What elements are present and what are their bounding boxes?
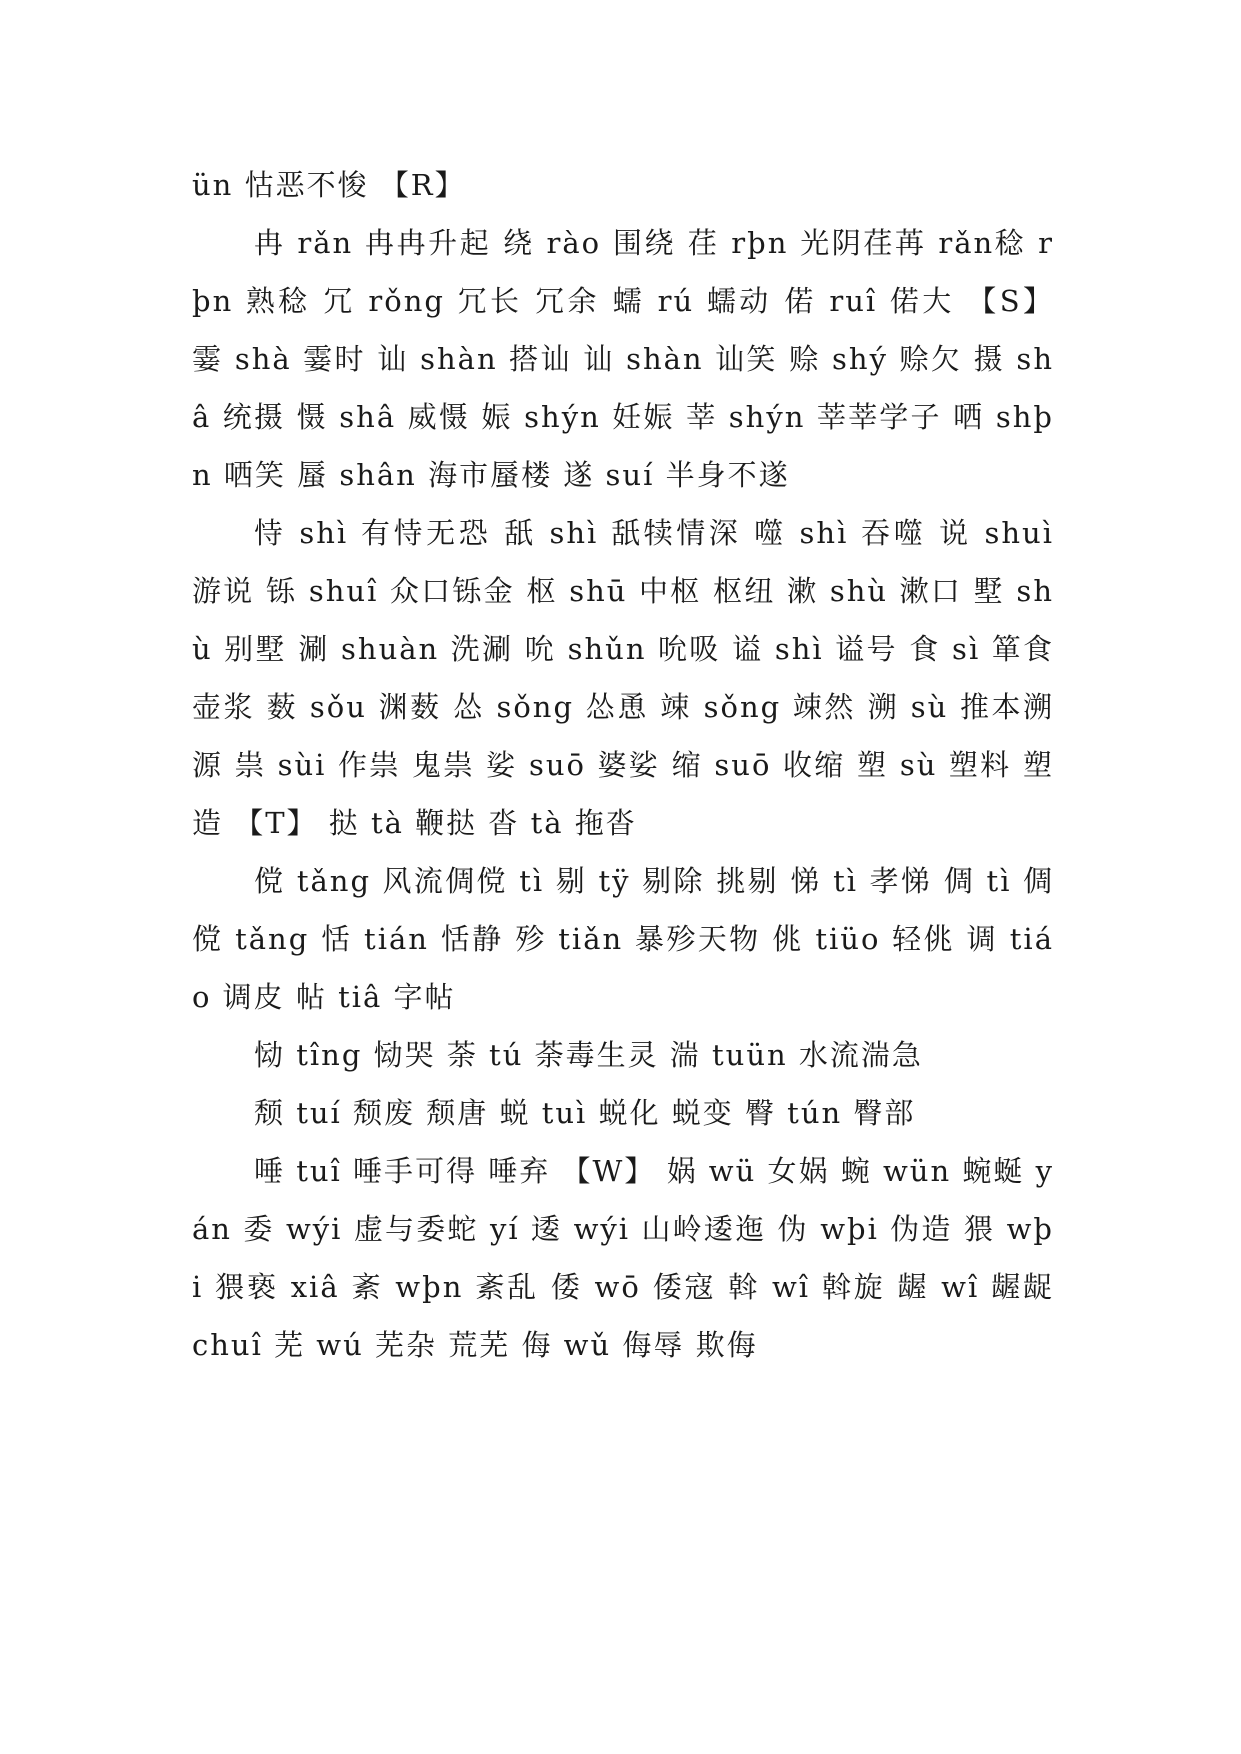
paragraph-7: 唾 tuî 唾手可得 唾弃 【W】 娲 wü 女娲 蜿 wün 蜿蜒 yán 委 wýi 虚与委蛇 yí 逶 wýi 山岭逶迤 伪 wþi 伪造 猥 wþi 猥亵 xiâ 紊 wþn 紊乱 倭 wō 倭寇 斡 wî 斡旋 龌 wî 龌龊 chuî 芜 wú 芜杂 荒芜 侮 wǔ 侮辱 欺侮 <box>192 1154 1054 1362</box>
paragraph-5: 恸 tîng 恸哭 荼 tú 荼毒生灵 湍 tuün 水流湍急 <box>254 1038 923 1072</box>
paragraph-4: 傥 tǎng 风流倜傥 tì 剔 tÿ 剔除 挑剔 悌 tì 孝悌 倜 tì 倜傥 tǎng 恬 tián 恬静 殄 tiǎn 暴殄天物 佻 tiüo 轻佻 调 tiáo 调皮 帖 tiâ 字帖 <box>192 864 1054 1014</box>
paragraph-6: 颓 tuí 颓废 颓唐 蜕 tuì 蜕化 蜕变 臀 tún 臀部 <box>254 1096 916 1130</box>
paragraph-3: 恃 shì 有恃无恐 舐 shì 舐犊情深 噬 shì 吞噬 说 shuì 游说 铄 shuî 众口铄金 枢 shū 中枢 枢纽 漱 shù 漱口 墅 shù 别墅 涮 shuàn 洗涮 吮 shǔn 吮吸 谥 shì 谥号 食 sì 箪食壶浆 薮 sǒu 渊薮 怂 sǒng 怂恿 竦 sǒng 竦然 溯 sù 推本溯源 祟 sùi 作祟 鬼祟 娑 suō 婆娑 缩 suō 收缩 塑 sù 塑料 塑造 【T】 挞 tà 鞭挞 沓 tà 拖沓 <box>192 516 1054 840</box>
document-body <box>192 156 1054 1374</box>
paragraph-1: ün 怙恶不悛 【R】 <box>192 168 466 202</box>
paragraph-2: 冉 rǎn 冉冉升起 绕 ràо 围绕 荏 rþn 光阴荏苒 rǎn稔 rþn 熟稔 冗 rǒng 冗长 冗余 蠕 rú 蠕动 偌 ruî 偌大 【S】 霎 shà 霎时 讪 shàn 搭讪 讪 shàn 讪笑 赊 shý 赊欠 摄 shâ 统摄 慑 shâ 威慑 娠 shýn 妊娠 莘 shýn 莘莘学子 哂 shþn 哂笑 蜃 shân 海市蜃楼 遂 suí 半身不遂 <box>192 226 1054 492</box>
